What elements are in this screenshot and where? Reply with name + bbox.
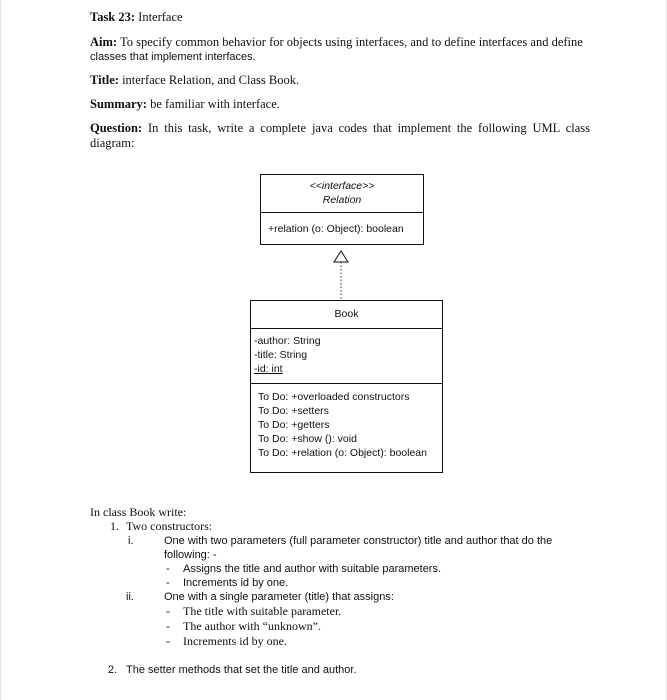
title-line — [90, 73, 590, 88]
uml-interface-box — [260, 174, 424, 245]
method-show: To Do: +show (): void — [258, 433, 357, 445]
item2-number: 2. — [108, 664, 118, 676]
question-text-1: In this task, write a complete java codes that implement the following UML class — [147, 121, 590, 135]
sub-ii-line-1: One with a single parameter (title) that assigns: — [164, 591, 394, 603]
task-heading — [90, 10, 590, 25]
item2-text: The setter methods that set the title and author. — [126, 664, 357, 676]
sub-i-number: i. — [128, 535, 134, 547]
sub-ii-bullet-3: Increments id by one. — [183, 634, 287, 648]
sub-i-bullet-1: Assigns the title and author with suitable parameters. — [183, 563, 442, 575]
interface-method: +relation (o: Object): boolean — [268, 223, 404, 235]
class-name: Book — [334, 308, 359, 320]
interface-divider — [261, 212, 423, 213]
question-line-1 — [90, 121, 590, 136]
bullet-dash: - — [166, 634, 170, 648]
method-setters: To Do: +setters — [258, 405, 329, 417]
title-label: Title: — [90, 73, 119, 87]
attribute-title: -title: String — [254, 349, 308, 361]
summary-text: be familiar with interface. — [150, 97, 280, 111]
uml-class-box — [250, 300, 443, 473]
task-label: Task 23: — [90, 10, 136, 24]
title-text: interface Relation, and Class Book. — [122, 73, 300, 87]
bullet-dash: - — [166, 563, 170, 575]
method-getters: To Do: +getters — [258, 419, 330, 431]
summary-label: Summary: — [90, 97, 147, 111]
question-line-2: diagram: — [90, 136, 135, 150]
summary-line — [90, 97, 590, 112]
class-name-divider — [251, 328, 442, 329]
question-label: Question: — [90, 121, 143, 135]
sub-i-bullet-2: Increments id by one. — [183, 577, 289, 589]
instructions-intro: In class Book write: — [90, 505, 187, 519]
sub-i-line-2: following: - — [164, 549, 217, 561]
method-relation: To Do: +relation (o: Object): boolean — [258, 447, 427, 459]
aim-line-1 — [90, 35, 590, 50]
sub-ii-bullet-1: The title with suitable parameter. — [183, 604, 342, 618]
interface-stereotype: <<interface>> — [309, 180, 375, 192]
bullet-dash: - — [166, 604, 170, 618]
realization-arrowhead-icon — [334, 251, 348, 262]
sub-ii-bullet-2: The author with “unknown”. — [183, 619, 321, 633]
interface-name: Relation — [322, 194, 362, 206]
method-constructors: To Do: +overloaded constructors — [258, 391, 410, 403]
class-attr-divider — [251, 383, 442, 384]
attribute-id: -id: int — [254, 363, 283, 375]
bullet-dash: - — [166, 619, 170, 633]
bullet-dash: - — [166, 577, 170, 589]
realization-arrow — [326, 248, 356, 302]
sub-i-line-1: One with two parameters (full parameter constructor) title and author that do the — [164, 535, 553, 547]
task-text: Interface — [138, 10, 183, 24]
aim-line-2: classes that implement interfaces. — [90, 51, 256, 63]
aim-label: Aim: — [90, 35, 118, 49]
sub-ii-number: ii. — [126, 591, 134, 603]
attribute-author: -author: String — [254, 335, 321, 347]
item1-label: Two constructors: — [126, 519, 213, 533]
aim-text-1: To specify common behavior for objects using interfaces, and to define interfaces and define — [119, 35, 583, 49]
item1-number: 1. — [110, 519, 119, 533]
